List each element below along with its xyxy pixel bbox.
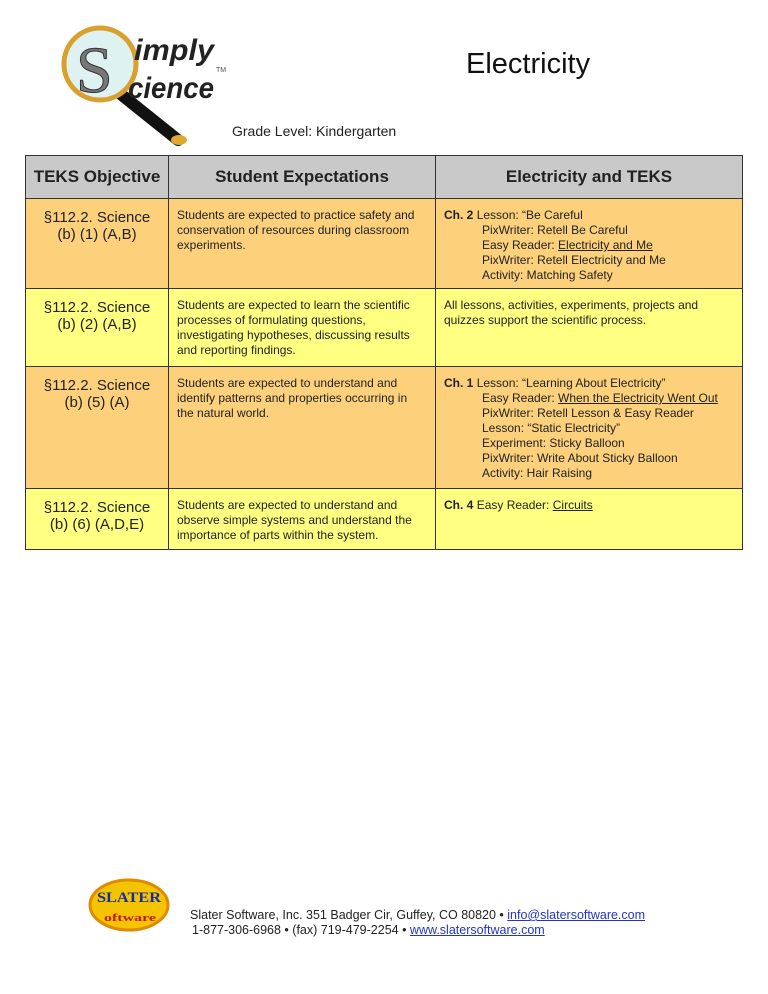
table-row <box>26 289 743 367</box>
footer-line-1 <box>190 908 760 923</box>
activity-line: Lesson: “Static Electricity” <box>482 421 621 435</box>
footer-contact <box>190 908 760 938</box>
svg-text:cience: cience <box>128 72 214 105</box>
easy-reader-link[interactable]: Electricity and Me <box>558 238 653 252</box>
activity-text: Lesson: “Be Careful <box>476 208 583 222</box>
activity-line: Activity: Hair Raising <box>482 466 593 480</box>
table-row <box>26 489 743 550</box>
objective-line: (b) (5) (A) <box>64 394 130 411</box>
footer-address: Slater Software, Inc. 351 Badger Cir, Guffey, CO 80820 • <box>190 908 508 922</box>
chapter-label: Ch. 4 <box>444 498 474 512</box>
objective-line: §112.2. Science <box>43 209 151 226</box>
header-electricity-teks: Electricity and TEKS <box>436 156 743 199</box>
email-link[interactable]: info@slatersoftware.com <box>507 908 646 922</box>
expectation-cell: Students are expected to understand and observe simple systems and understand the importance of parts within the system. <box>169 489 436 550</box>
activities-cell: All lessons, activities, experiments, projects and quizzes support the scientific process. <box>436 289 743 367</box>
chapter-label: Ch. 1 <box>444 376 474 390</box>
activities-cell <box>436 367 743 489</box>
simply-science-logo <box>58 22 228 148</box>
chapter-label: Ch. 2 <box>444 208 474 222</box>
activity-text: Lesson: “Learning About Electricity” <box>476 376 666 390</box>
activity-line: PixWriter: Retell Lesson & Easy Reader <box>482 406 694 420</box>
activity-line: Experiment: Sticky Balloon <box>482 436 625 450</box>
objective-line: (b) (1) (A,B) <box>57 226 137 243</box>
activity-line: PixWriter: Retell Be Careful <box>482 223 628 237</box>
activity-line: PixWriter: Write About Sticky Balloon <box>482 451 678 465</box>
svg-text:imply: imply <box>134 34 216 67</box>
objective-cell <box>26 489 169 550</box>
objective-line: §112.2. Science <box>43 499 151 516</box>
table-row <box>26 367 743 489</box>
objective-line: (b) (2) (A,B) <box>57 316 137 333</box>
expectation-cell: Students are expected to learn the scientific processes of formulating questions, investigating hypotheses, discussing results and reporting findings. <box>169 289 436 367</box>
page-title: Electricity <box>466 48 591 80</box>
svg-text:SLATER: SLATER <box>97 890 162 906</box>
activity-line <box>444 498 734 513</box>
activity-line: Activity: Matching Safety <box>482 268 613 282</box>
objective-line: (b) (6) (A,D,E) <box>49 516 145 533</box>
footer-line-2 <box>190 923 760 938</box>
activity-line <box>444 208 734 223</box>
expectation-cell: Students are expected to practice safety and conservation of resources during classroom experiments. <box>169 199 436 289</box>
activity-line <box>444 238 734 253</box>
expectation-cell: Students are expected to understand and identify patterns and properties occurring in the natural world. <box>169 367 436 489</box>
activities-cell <box>436 489 743 550</box>
teks-table <box>25 155 743 550</box>
header-teks-objective: TEKS Objective <box>26 156 169 199</box>
activity-line <box>444 376 734 391</box>
objective-cell <box>26 289 169 367</box>
activity-line: PixWriter: Retell Electricity and Me <box>482 253 666 267</box>
svg-text:S: S <box>76 34 113 107</box>
easy-reader-link[interactable]: Circuits <box>552 498 593 512</box>
easy-reader-link[interactable]: When the Electricity Went Out <box>558 391 718 405</box>
objective-line: §112.2. Science <box>43 299 151 316</box>
objective-cell <box>26 199 169 289</box>
activity-text: Easy Reader: <box>482 391 559 405</box>
table-header-row <box>26 156 743 199</box>
activity-text: Easy Reader: <box>476 498 553 512</box>
grade-level: Grade Level: Kindergarten <box>232 123 397 139</box>
svg-text:TM: TM <box>216 67 227 74</box>
header-student-expectations: Student Expectations <box>169 156 436 199</box>
slater-software-logo <box>88 878 170 932</box>
activity-text: Easy Reader: <box>482 238 559 252</box>
activity-line <box>444 391 734 406</box>
svg-text:oftware: oftware <box>104 912 157 924</box>
objective-cell <box>26 367 169 489</box>
table-row <box>26 199 743 289</box>
activities-cell <box>436 199 743 289</box>
website-link[interactable]: www.slatersoftware.com <box>409 923 545 937</box>
footer-phone: 1-877-306-6968 • (fax) 719-479-2254 • <box>192 923 410 937</box>
objective-line: §112.2. Science <box>43 377 151 394</box>
